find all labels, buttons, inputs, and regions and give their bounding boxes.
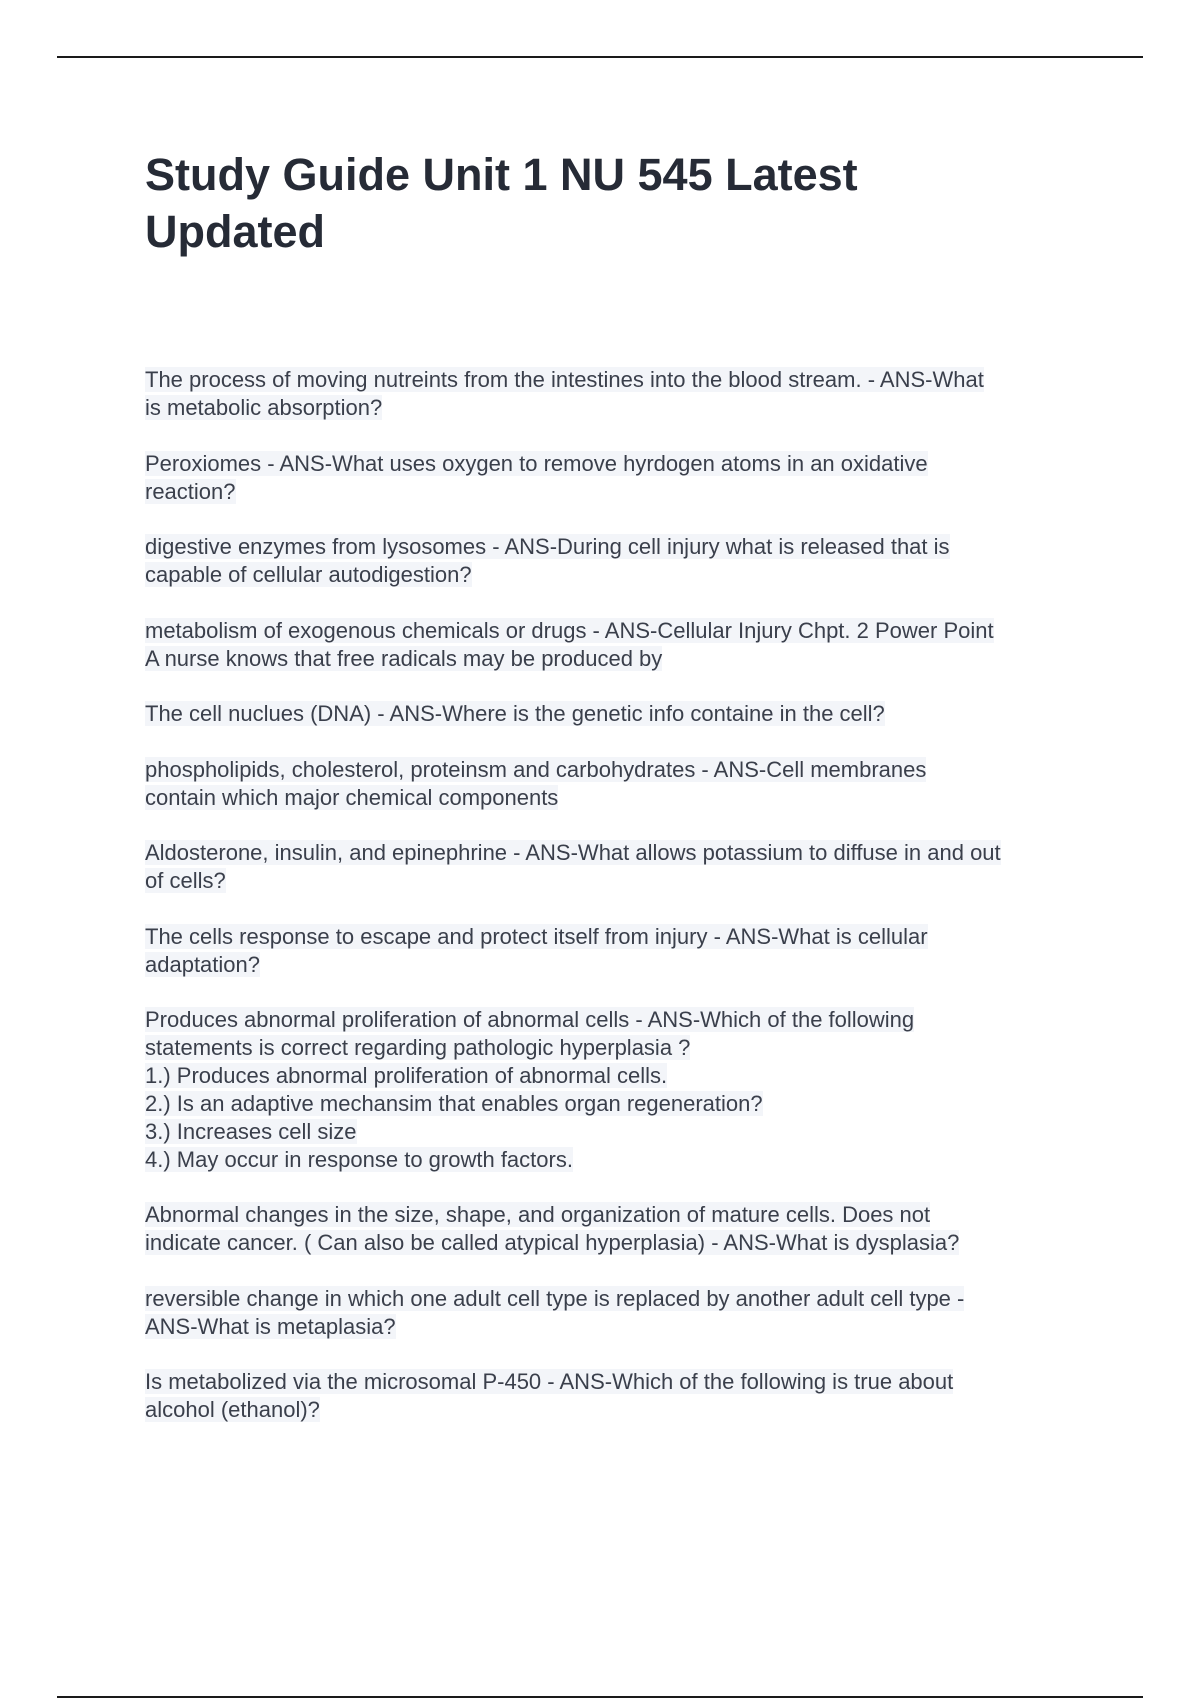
qa-item bbox=[145, 366, 1095, 422]
qa-item bbox=[145, 1006, 1095, 1174]
qa-line-text: statements is correct regarding pathologic hyperplasia ? bbox=[145, 1035, 691, 1060]
top-rule bbox=[57, 56, 1143, 58]
qa-line-text: indicate cancer. ( Can also be called atypical hyperplasia) - ANS-What is dysplasia? bbox=[145, 1230, 960, 1255]
qa-item bbox=[145, 839, 1095, 895]
qa-item bbox=[145, 1368, 1095, 1424]
qa-line-text: capable of cellular autodigestion? bbox=[145, 562, 472, 587]
qa-line-text: The cell nuclues (DNA) - ANS-Where is the genetic info containe in the cell? bbox=[145, 701, 885, 726]
qa-line bbox=[145, 1229, 1095, 1257]
qa-line bbox=[145, 923, 1095, 951]
qa-line bbox=[145, 1285, 1095, 1313]
qa-line bbox=[145, 1313, 1095, 1341]
qa-line-text: metabolism of exogenous chemicals or drugs - ANS-Cellular Injury Chpt. 2 Power Point bbox=[145, 617, 994, 643]
qa-line bbox=[145, 1034, 1095, 1062]
qa-line bbox=[145, 366, 1095, 394]
qa-line bbox=[145, 1090, 1095, 1118]
qa-line-text: ANS-What is metaplasia? bbox=[145, 1313, 396, 1339]
qa-line bbox=[145, 1146, 1095, 1174]
qa-line bbox=[145, 561, 1095, 589]
qa-line-text: reaction? bbox=[145, 478, 236, 504]
qa-line bbox=[145, 756, 1095, 784]
qa-line bbox=[145, 1201, 1095, 1229]
qa-line-text: Produces abnormal proliferation of abnormal cells - ANS-Which of the following bbox=[145, 1007, 915, 1032]
qa-line-text: The process of moving nutreints from the intestines into the blood stream. - ANS-What bbox=[145, 367, 984, 392]
qa-line-text: Abnormal changes in the size, shape, and organization of mature cells. Does not bbox=[145, 1202, 931, 1227]
qa-line bbox=[145, 1006, 1095, 1034]
qa-line bbox=[145, 394, 1095, 422]
qa-line bbox=[145, 533, 1095, 561]
qa-line-text: A nurse knows that free radicals may be produced by bbox=[145, 645, 663, 671]
qa-line bbox=[145, 1396, 1095, 1424]
qa-line bbox=[145, 1062, 1095, 1090]
qa-line-text: is metabolic absorption? bbox=[145, 395, 383, 420]
qa-list bbox=[145, 366, 1095, 1452]
qa-line-text: reversible change in which one adult cell type is replaced by another adult cell type - bbox=[145, 1285, 965, 1311]
qa-item bbox=[145, 1285, 1095, 1341]
qa-line-text: contain which major chemical components bbox=[145, 784, 559, 810]
qa-line bbox=[145, 645, 1095, 673]
qa-line bbox=[145, 951, 1095, 979]
qa-line-text: Peroxiomes - ANS-What uses oxygen to remove hyrdogen atoms in an oxidative bbox=[145, 450, 928, 476]
qa-line-text: Is metabolized via the microsomal P-450 - ANS-Which of the following is true about bbox=[145, 1369, 954, 1394]
qa-line bbox=[145, 1368, 1095, 1396]
qa-line bbox=[145, 450, 1095, 478]
bottom-rule bbox=[57, 1696, 1143, 1698]
qa-line-text: of cells? bbox=[145, 868, 226, 893]
qa-line bbox=[145, 1118, 1095, 1146]
qa-line-text: 1.) Produces abnormal proliferation of abnormal cells. bbox=[145, 1063, 668, 1088]
qa-line bbox=[145, 784, 1095, 812]
qa-line-text: phospholipids, cholesterol, proteinsm and carbohydrates - ANS-Cell membranes bbox=[145, 756, 927, 782]
qa-line-text: Aldosterone, insulin, and epinephrine - ANS-What allows potassium to diffuse in and out bbox=[145, 840, 1001, 865]
qa-item bbox=[145, 450, 1095, 506]
qa-item bbox=[145, 1201, 1095, 1257]
page-title: Study Guide Unit 1 NU 545 Latest Updated bbox=[145, 149, 858, 257]
qa-line-text: 3.) Increases cell size bbox=[145, 1119, 357, 1144]
qa-line bbox=[145, 617, 1095, 645]
qa-line-text: adaptation? bbox=[145, 951, 260, 977]
qa-line-text: 2.) Is an adaptive mechansim that enables organ regeneration? bbox=[145, 1091, 763, 1116]
qa-line bbox=[145, 867, 1095, 895]
qa-item bbox=[145, 617, 1095, 673]
qa-line-text: alcohol (ethanol)? bbox=[145, 1397, 320, 1422]
qa-line-text: 4.) May occur in response to growth factors. bbox=[145, 1147, 573, 1172]
qa-line bbox=[145, 839, 1095, 867]
qa-item bbox=[145, 923, 1095, 979]
qa-line bbox=[145, 478, 1095, 506]
qa-line-text: digestive enzymes from lysosomes - ANS-During cell injury what is released that is bbox=[145, 534, 950, 559]
qa-item bbox=[145, 533, 1095, 589]
qa-line-text: The cells response to escape and protect itself from injury - ANS-What is cellular bbox=[145, 923, 928, 949]
qa-item bbox=[145, 700, 1095, 728]
qa-item bbox=[145, 756, 1095, 812]
qa-line bbox=[145, 700, 1095, 728]
